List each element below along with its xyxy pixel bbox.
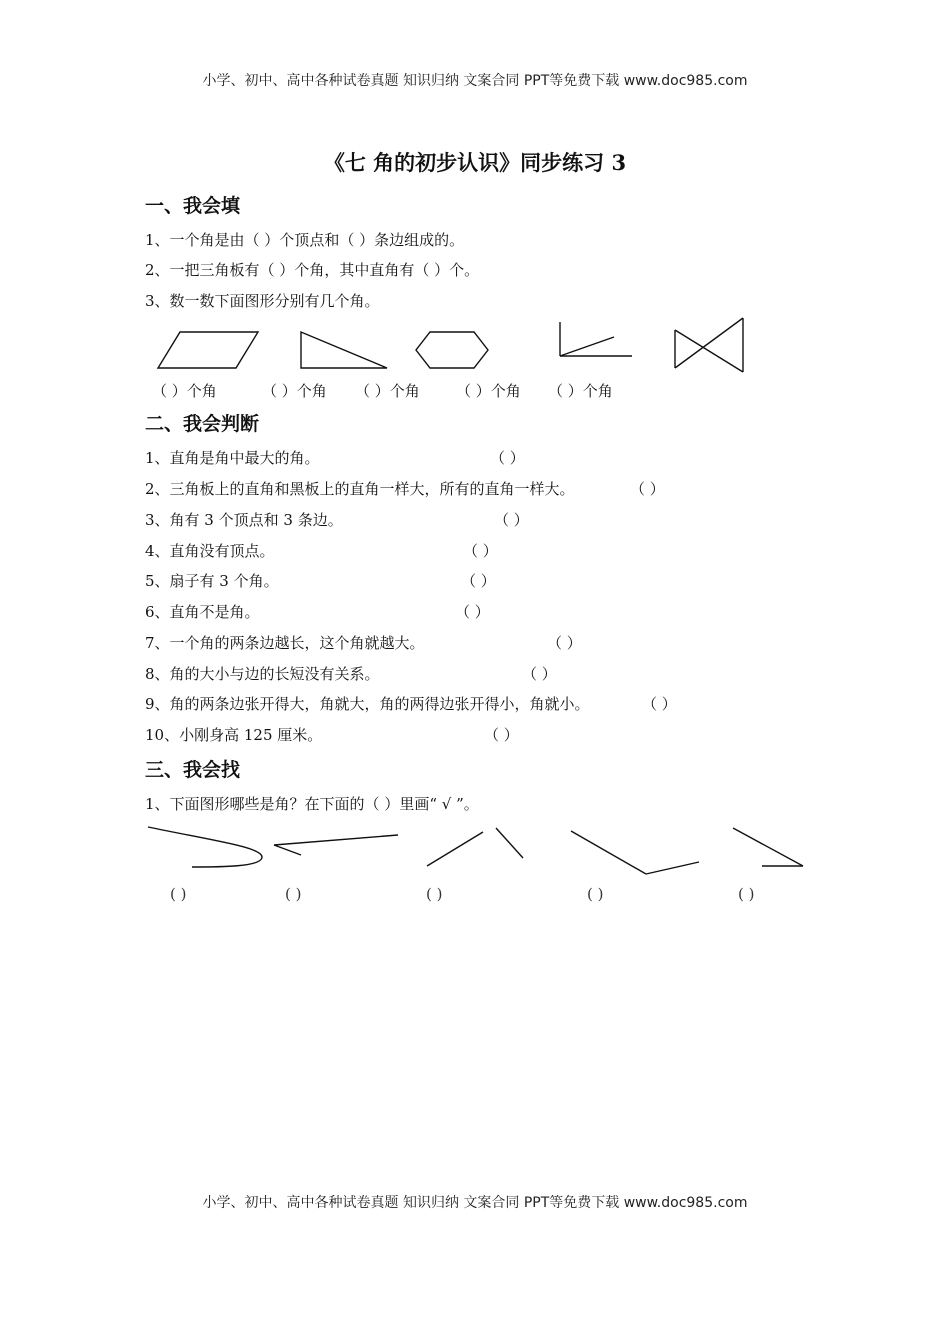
shape-label-4: （ ）个角 <box>456 382 521 400</box>
section1-heading: 一、我会填 <box>145 195 241 217</box>
judge-paren-9[interactable]: （ ） <box>642 695 677 713</box>
judge-paren-3[interactable]: （ ） <box>494 511 529 529</box>
curved-figure <box>148 827 262 867</box>
shape-label-3: （ ）个角 <box>355 382 420 400</box>
judge-item-6: 6、直角不是角。 <box>145 603 260 621</box>
hexagon-shape <box>416 332 488 368</box>
bowtie-shape <box>675 318 743 372</box>
angles-shape <box>560 322 632 356</box>
judge-paren-6[interactable]: （ ） <box>455 603 490 621</box>
judge-paren-2[interactable]: （ ） <box>630 480 665 498</box>
judge-item-2: 2、三角板上的直角和黑板上的直角一样大，所有的直角一样大。 <box>145 480 575 498</box>
page-title: 《七 角的初步认识》同步练习 3 <box>323 150 627 175</box>
acute-angle-figure <box>733 828 803 866</box>
judge-item-10: 10、小刚身高 125 厘米。 <box>145 726 323 744</box>
find-paren-2[interactable]: ( ) <box>285 885 302 903</box>
judge-item-4: 4、直角没有顶点。 <box>145 542 275 560</box>
wide-angle-figure <box>571 831 699 874</box>
shape-label-1: （ ）个角 <box>152 382 217 400</box>
find-paren-1[interactable]: ( ) <box>170 885 187 903</box>
judge-item-9: 9、角的两条边张开得大，角就大，角的两得边张开得小，角就小。 <box>145 695 590 713</box>
judge-paren-7[interactable]: （ ） <box>547 634 582 652</box>
open-angle-figure <box>274 835 398 855</box>
find-paren-4[interactable]: ( ) <box>587 885 604 903</box>
unjoined-lines-figure <box>427 828 523 866</box>
judge-paren-8[interactable]: （ ） <box>522 665 557 683</box>
triangle-shape <box>301 332 387 368</box>
page-footer: 小学、初中、高中各种试卷真题 知识归纳 文案合同 PPT等免费下载 www.doc985.com <box>202 1195 748 1211</box>
find-paren-5[interactable]: ( ) <box>738 885 755 903</box>
judge-paren-5[interactable]: （ ） <box>461 572 496 590</box>
judge-paren-4[interactable]: （ ） <box>463 542 498 560</box>
judge-item-5: 5、扇子有 3 个角。 <box>145 572 279 590</box>
judge-item-8: 8、角的大小与边的长短没有关系。 <box>145 665 380 683</box>
section1-q3: 3、数一数下面图形分别有几个角。 <box>145 292 380 310</box>
judge-item-1: 1、直角是角中最大的角。 <box>145 449 320 467</box>
section3-q1: 1、下面图形哪些是角？在下面的（ ）里画“ √ ”。 <box>145 795 479 813</box>
shape-label-5: （ ）个角 <box>548 382 613 400</box>
shapes-row <box>0 310 950 380</box>
find-paren-3[interactable]: ( ) <box>426 885 443 903</box>
section3-heading: 三、我会找 <box>145 759 241 781</box>
judge-item-7: 7、一个角的两条边越长，这个角就越大。 <box>145 634 425 652</box>
judge-paren-1[interactable]: （ ） <box>490 449 525 467</box>
section1-q1: 1、一个角是由（ ）个顶点和（ ）条边组成的。 <box>145 231 465 249</box>
section1-q2: 2、一把三角板有（ ）个角，其中直角有（ ）个。 <box>145 261 480 279</box>
parallelogram-shape <box>158 332 258 368</box>
angle-figures-row <box>0 815 950 885</box>
section2-heading: 二、我会判断 <box>145 413 260 435</box>
judge-item-3: 3、角有 3 个顶点和 3 条边。 <box>145 511 343 529</box>
shape-label-2: （ ）个角 <box>262 382 327 400</box>
page-header: 小学、初中、高中各种试卷真题 知识归纳 文案合同 PPT等免费下载 www.doc985.com <box>202 73 748 89</box>
judge-paren-10[interactable]: （ ） <box>484 726 519 744</box>
